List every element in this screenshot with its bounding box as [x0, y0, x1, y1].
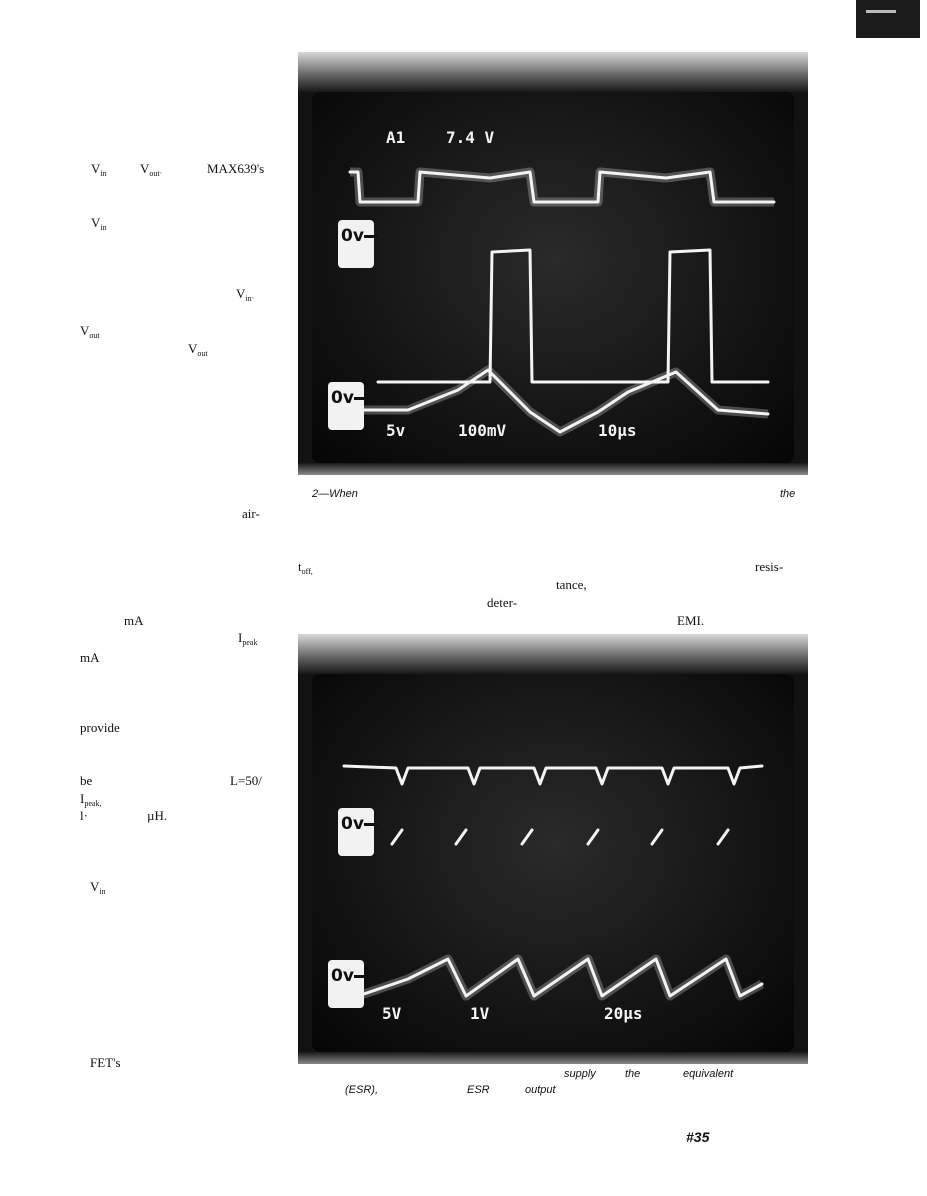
vout-label-1: $V_{out\cdot}$	[140, 161, 163, 178]
figure-3-scope-photo	[298, 634, 808, 1064]
toff-label: $t_{off,}$	[298, 559, 313, 576]
max639-label: MAX639's	[207, 161, 265, 176]
provide-word: provide	[80, 720, 120, 735]
vin-label-1: $V_{in}$	[91, 161, 107, 178]
ipeak-label-1: $I_{peak}$	[238, 630, 258, 647]
figure-2-caption-start: 2—When	[312, 488, 358, 500]
figure-3-traces	[298, 634, 808, 1064]
emi-word: EMI.	[677, 613, 705, 628]
vout-label-2: $V_{out}$	[80, 323, 100, 340]
ma-word-1: mA	[124, 613, 144, 628]
microhenry-word: µH.	[147, 808, 168, 823]
ground-ref-marker-1: 0v	[338, 808, 374, 856]
figure-3-caption-output: output	[525, 1084, 556, 1096]
vin-label-4: $V_{in}$	[90, 879, 106, 896]
figure-3-caption-equivalent: equivalent	[683, 1068, 734, 1080]
vout-label-3: $V_{out}$	[188, 341, 208, 358]
ch1-scale: 5V	[382, 1004, 402, 1023]
deter-word: deter-	[487, 595, 518, 610]
corner-tab	[856, 0, 920, 38]
tance-word: tance,	[556, 577, 587, 592]
ch2-scale: 100mV	[458, 421, 507, 440]
ipeak-label-2: $I_{peak,}$	[80, 791, 102, 808]
ch2-scale: 1V	[470, 1004, 490, 1023]
figure-3-caption-esr: (ESR),	[345, 1084, 378, 1096]
inductance-formula: L=50/	[230, 773, 262, 788]
ground-ref-marker-2: 0v	[328, 960, 364, 1008]
ground-ref-marker-1: 0v	[338, 220, 374, 268]
fets-word: FET's	[90, 1055, 121, 1070]
l-fragment: l·	[80, 808, 88, 823]
air-word: air-	[242, 506, 260, 521]
figure-2-caption-the: the	[780, 488, 796, 500]
figure-2-traces	[298, 52, 808, 475]
triangle-waveform-glow	[350, 370, 768, 432]
page-number: #35	[686, 1129, 710, 1145]
be-word: be	[80, 773, 93, 788]
resis-word: resis-	[755, 559, 784, 574]
corner-tab-mark	[866, 10, 896, 13]
figure-3-caption-the: the	[625, 1068, 641, 1080]
upper-waveform	[344, 766, 762, 784]
vin-label-3: $V_{in\cdot}$	[236, 286, 255, 303]
ma-word-2: mA	[80, 650, 100, 665]
ground-ref-marker-2: 0v	[328, 382, 364, 430]
step-waveform	[378, 250, 768, 382]
figure-2-scope-photo	[298, 52, 808, 475]
spike-marks	[392, 830, 728, 844]
channel-readout: A1	[386, 128, 406, 147]
timebase-readout: 10µs	[598, 421, 637, 440]
figure-3-caption-supply: supply	[564, 1068, 596, 1080]
vin-label-2: $V_{in}$	[91, 215, 107, 232]
timebase-readout: 20µs	[604, 1004, 643, 1023]
figure-3-caption-esr-2: ESR	[467, 1084, 490, 1096]
voltage-readout: 7.4 V	[446, 128, 495, 147]
ch1-scale: 5v	[386, 421, 406, 440]
